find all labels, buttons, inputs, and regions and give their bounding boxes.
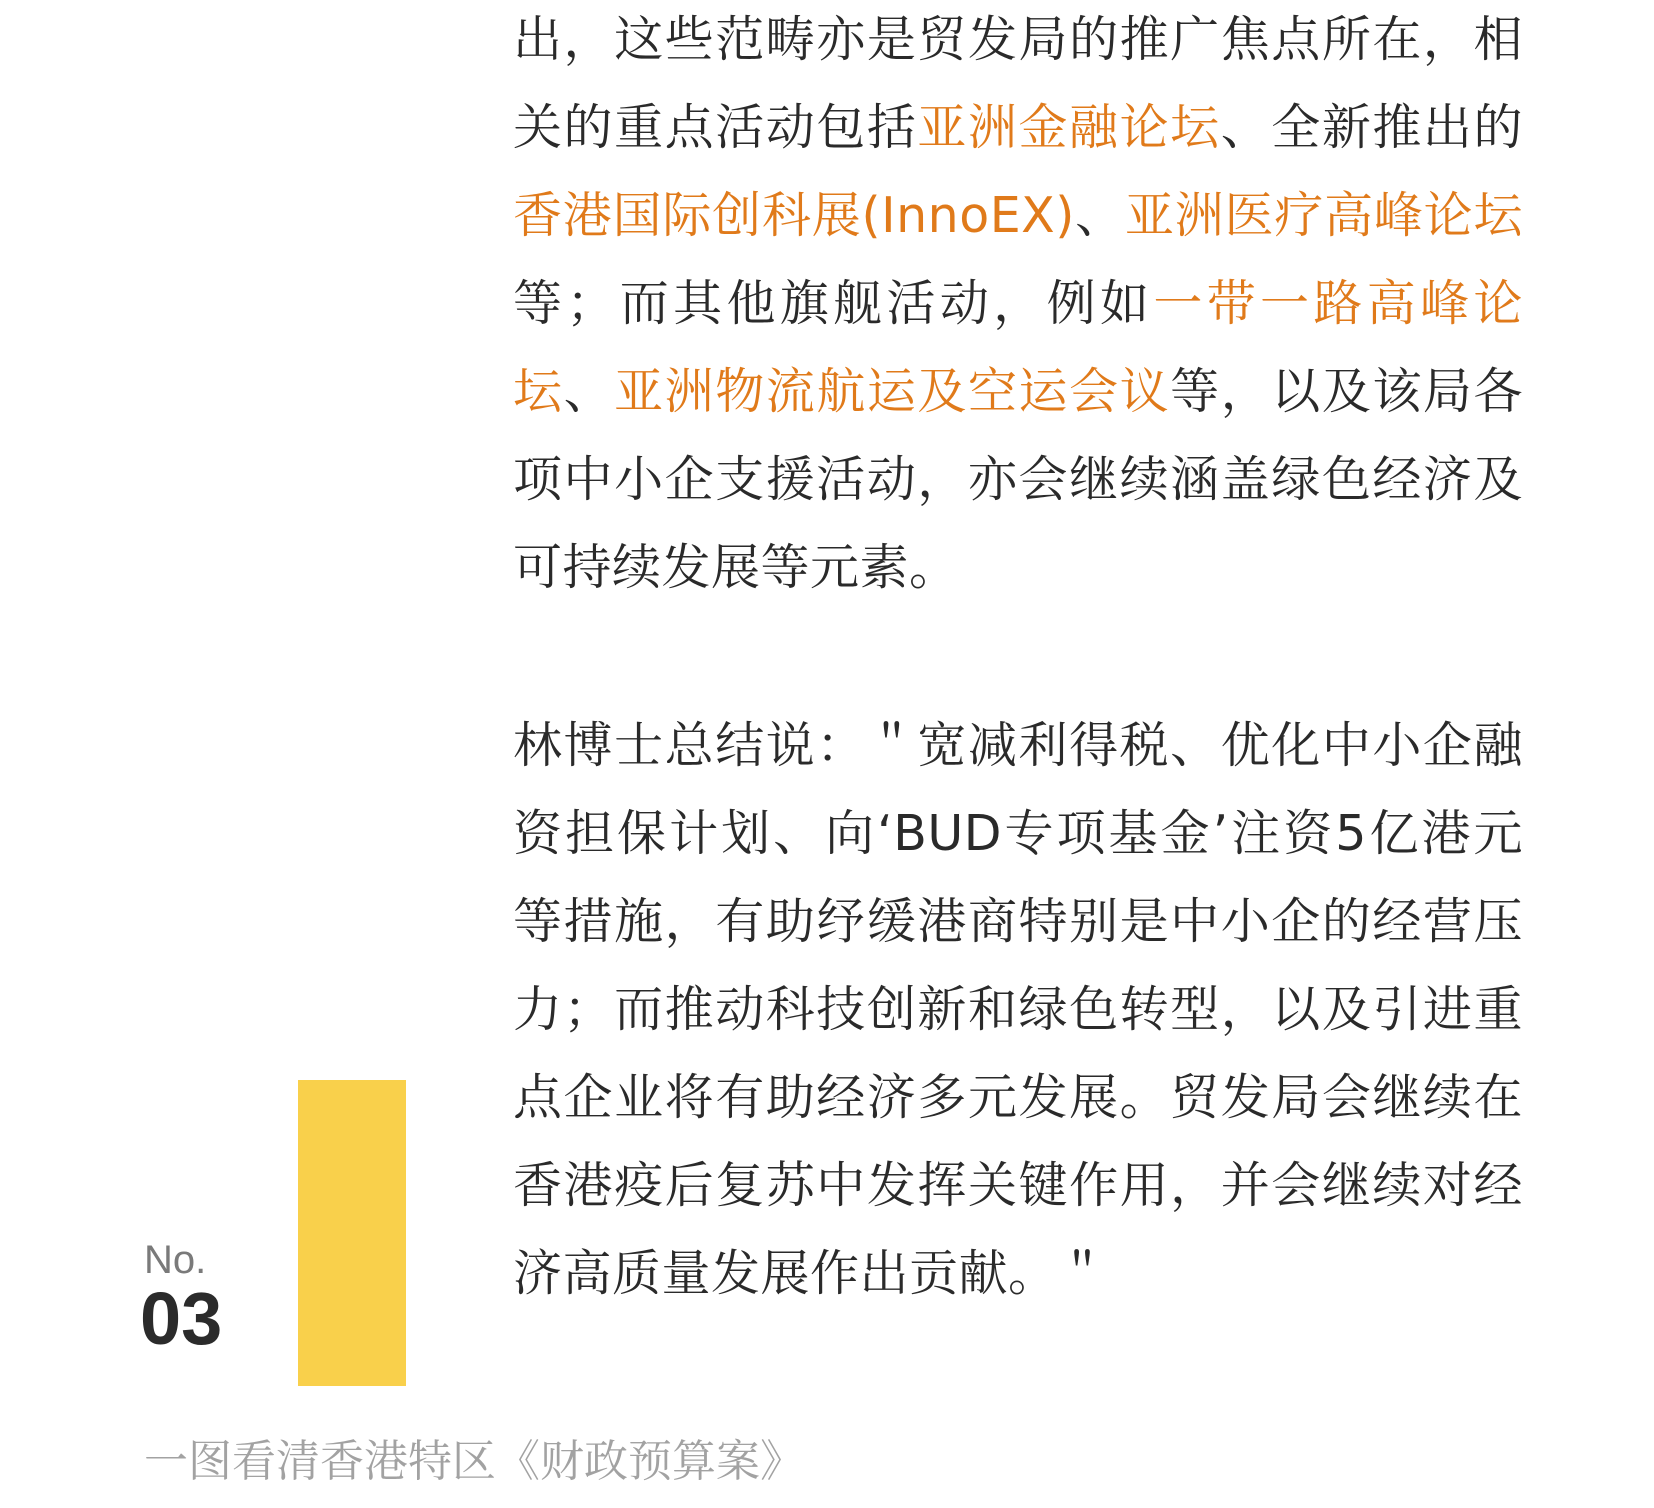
article-paragraph-events <box>513 0 1523 612</box>
highlighted-event-name: 亚洲金融论坛 <box>917 99 1221 156</box>
paragraph-text: 、 <box>563 363 615 420</box>
accent-bar <box>298 1080 406 1386</box>
paragraph-text: 出，这些范畴亦是贸发局的推广焦点所在，相关的重点活动包括 <box>513 11 1523 156</box>
paragraph-text: 等，以及该局各项中小企支援活动，亦会继续涵盖绿色经济及可持续发展等元素。 <box>513 363 1523 596</box>
highlighted-event-name: 亚洲医疗高峰论坛 <box>1124 187 1523 244</box>
paragraph-text: 等；而其他旗舰活动，例如 <box>513 275 1154 332</box>
highlighted-event-name: 亚洲物流航运及空运会议 <box>614 363 1171 420</box>
paragraph-text: 、全新推出的 <box>1220 99 1523 156</box>
article-paragraph-quote: 林博士总结说：＂宽减利得税、优化中小企融资担保计划、向‘BUD专项基金’注资5亿港元等措施，有助纾缓港商特别是中小企的经营压力；而推动科技创新和绿色转型，以及引进重点企业将有助经济多元发展。贸发局会继续在香港疫后复苏中发挥关键作用，并会继续对经济高质量发展作出贡献。＂ <box>513 717 1523 1302</box>
highlighted-event-name: 一带一路高峰论坛 <box>513 275 1523 420</box>
section-number: 03 <box>140 1277 223 1360</box>
section-number-label: No. <box>144 1238 207 1282</box>
footer-title: 一图看清香港特区《财政预算案》 <box>144 1436 804 1487</box>
highlighted-event-name: 香港国际创科展(InnoEX) <box>513 187 1075 244</box>
paragraph-text: 、 <box>1074 187 1125 244</box>
